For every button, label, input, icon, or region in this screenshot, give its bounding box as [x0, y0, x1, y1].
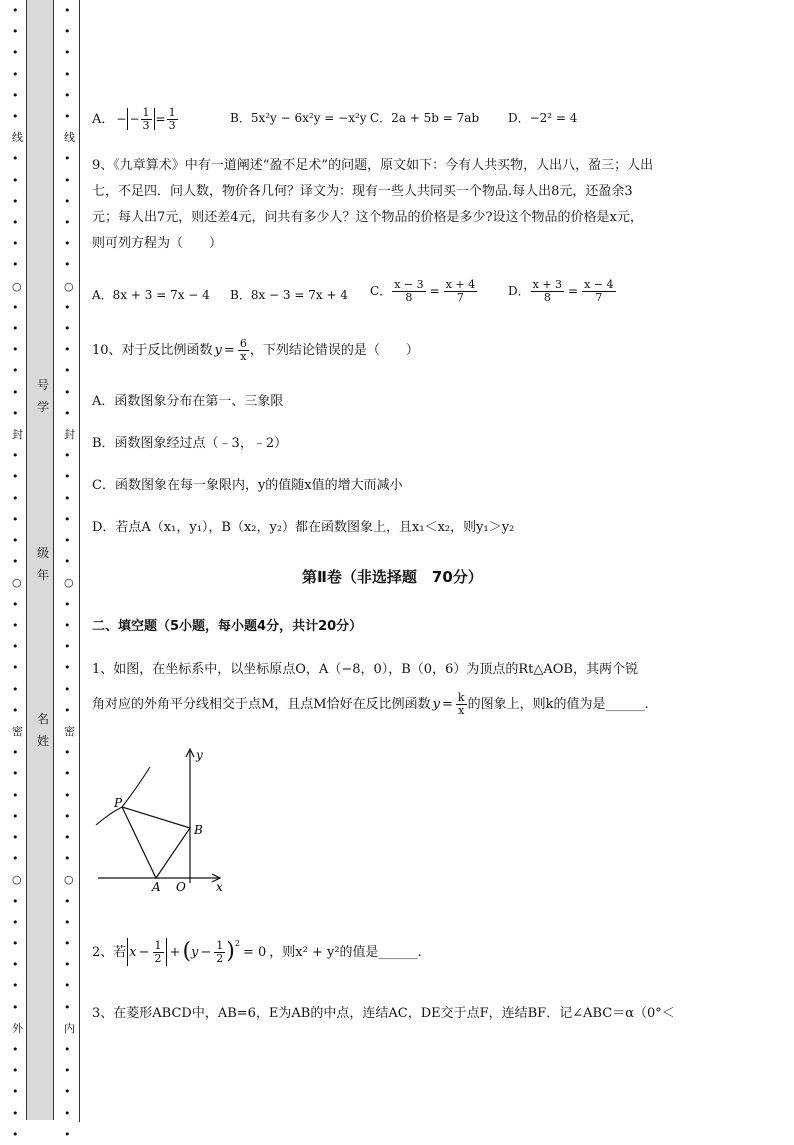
label-A: A: [152, 880, 161, 894]
f1-line1: 1、如图，在坐标系中，以坐标原点O，A（−8，0），B（0，6）为顶点的Rt△AOB，其两个锐: [92, 662, 638, 677]
q9-option-b: B．8x − 3 = 7x + 4: [230, 288, 348, 302]
margin-circle: ○: [12, 576, 22, 590]
q9-option-a: A．8x + 3 = 7x − 4: [92, 288, 210, 302]
label-P: P: [114, 796, 123, 810]
section2-title: 第Ⅱ卷（非选择题 70分）: [302, 568, 483, 586]
label-y: y: [196, 748, 203, 762]
q10-option-d: D．若点A（x₁，y₁），B（x₂，y₂）都在函数图象上，且x₁＜x₂，则y₁＞y₂: [92, 520, 515, 535]
field-xing: 姓: [37, 734, 50, 748]
field-hao: 号: [37, 378, 50, 392]
margin-label-xian-left: 线: [12, 131, 23, 145]
field-nian: 年: [37, 568, 50, 582]
q10-option-b: B．函数图象经过点（﹣3，﹣2）: [92, 436, 288, 451]
label-B: B: [194, 823, 203, 837]
margin-label-feng-right: 封: [64, 428, 75, 442]
triangle-PBA: [122, 807, 190, 878]
margin-label-mi-right: 密: [64, 724, 75, 738]
margin-circle: ○: [12, 279, 22, 293]
margin-label-feng-left: 封: [12, 428, 23, 442]
f2-line: 2、若 x − $\frac{1}{2}$ + ( y − $\frac{1}{2}$ ) $^2$ = 0 ，则x² + y²的值是______.: [92, 938, 422, 965]
q9-line1: 9、《九章算术》中有一道阐述“盈不足术”的问题，原文如下：今有人共买物，人出八，盈三；人出: [92, 158, 654, 173]
field-ming: 名: [37, 712, 50, 726]
q9-option-d: D． $\frac{x + 3}{8}$ = $\frac{x - 4}{7}$: [508, 278, 614, 304]
section2-heading: 二、填空题（5小题，每小题4分，共计20分）: [92, 619, 363, 634]
field-xue: 学: [37, 400, 50, 414]
right-dot-column: • • • • • • 线 • • • • • • ○ • • • • • • 封 • • • • • • ○ • • • • • • 密 • • • • • • ○ • • • • • • 内 • • • • •: [64, 4, 75, 1141]
q9-line3: 元；每人出7元，则还差4元，问共有多少人？这个物品的价格是多少?设这个物品的价格是x元，: [92, 210, 643, 225]
left-dot-column: • • • • • • 线 • • • • • • ○ • • • • • • 封 • • • • • • ○ • • • • • • 密 • • • • • • ○ • • • • • • 外 • • • • •: [12, 4, 23, 1141]
right-rule: [79, 0, 80, 1122]
margin-label-nei: 内: [64, 1021, 75, 1035]
f1-line2: 角对应的外角平分线相交于点M，且点M恰好在反比例函数 y = $\frac{k}{x}$ 的图象上，则k的值为是______.: [92, 691, 649, 717]
q8-option-b: B．5x²y − 6x²y = −x²y: [230, 111, 367, 125]
q10-option-c: C．函数图象在每一象限内，y的值随x值的增大而减小: [92, 478, 403, 493]
margin-circle: ○: [64, 576, 74, 590]
f1-figure: [92, 745, 242, 895]
margin-circle: ○: [64, 279, 74, 293]
margin-circle: ○: [12, 873, 22, 887]
q8-option-a: A． − − $\frac{1}{3}$ = $\frac{1}{3}$: [92, 106, 176, 132]
label-O: O: [176, 880, 186, 894]
q8-a-frac: $\frac{1}{3}$: [142, 106, 150, 132]
field-ji: 级: [37, 546, 50, 560]
q10-option-a: A．函数图象分布在第一、三象限: [92, 394, 284, 409]
label-x: x: [216, 880, 223, 894]
margin-circle: ○: [64, 873, 74, 887]
hyperbola-curve: [96, 767, 150, 825]
margin-label-wai: 外: [12, 1021, 23, 1035]
q8-option-d: D．−2² = 4: [508, 111, 578, 125]
margin-label-xian-right: 线: [64, 131, 75, 145]
q9-line4: 则可列方程为（ ）: [92, 236, 223, 251]
f3-line1: 3、在菱形ABCD中，AB=6，E为AB的中点，连结AC，DE交于点F，连结BF．记∠ABC＝α（0°＜: [92, 1006, 675, 1021]
q9-line2: 七，不足四．问人数，物价各几何？译文为：现有一些人共同买一个物品.每人出8元，还盈余3: [92, 184, 633, 199]
q8-option-c: C．2a + 5b = 7ab: [370, 111, 480, 125]
q10-stem: 10、对于反比例函数 y = $\frac{6}{x}$ ，下列结论错误的是（ ）: [92, 337, 419, 363]
margin-label-mi-left: 密: [12, 724, 23, 738]
q9-option-c: C． $\frac{x - 3}{8}$ = $\frac{x + 4}{7}$: [370, 278, 476, 304]
